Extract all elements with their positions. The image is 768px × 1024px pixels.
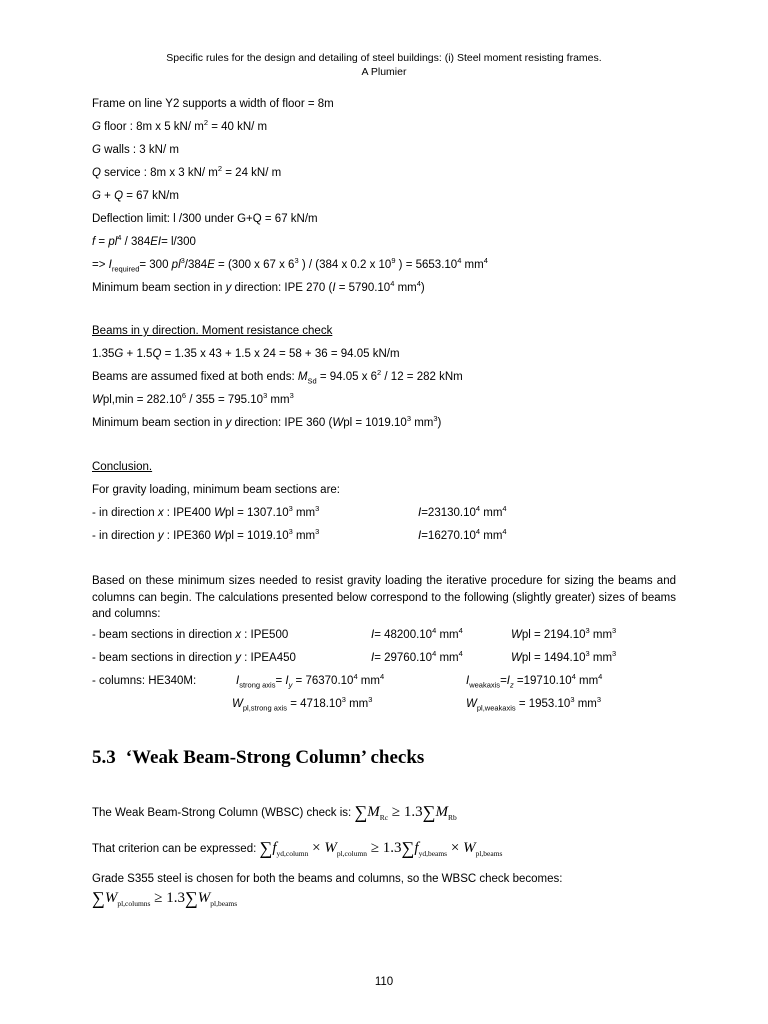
header-title: Specific rules for the design and detailing of steel buildings: (i) Steel moment resisting frames.	[166, 52, 602, 64]
conclusion-title: Conclusion.	[92, 461, 153, 473]
fixed-ends-line: Beams are assumed fixed at both ends: $M_{Sd} = 94.05$ x $6^2 / 12 = 282$ kNm	[92, 368, 463, 386]
min-x-inertia: $I=23130.10^4$ $mm^4$	[418, 504, 507, 519]
deflection-line: Deflection limit: l /300 under G+Q = 67 kN/m	[92, 213, 318, 225]
beam-y-inertia: $I= 29760.10^4$ $mm^4$	[371, 649, 463, 664]
g-walls-line: G walls : 3 kN/ m	[92, 144, 179, 156]
wbsc-formula: $\sum M_{Rc} \ge 1.3\sum M_{Rb}$	[354, 802, 457, 822]
wbsc-expanded-formula: $\sum f_{yd,column} \times W_{pl,column} \ge 1.3\sum f_{yd,beams} \times W_{pl,beams}$	[259, 838, 503, 858]
conclusion-intro: For gravity loading, minimum beam sections are:	[92, 484, 340, 496]
column-weak-modulus: $W_{pl,weakaxis} = 1953.10^3$ $mm^3$	[466, 695, 602, 713]
load-combination-line: 1.35G + 1.5Q = 1.35 x 43 + 1.5 x 24 = 58 + 36 = 94.05 kN/m	[92, 348, 400, 360]
wbsc-check-line: The Weak Beam-Strong Column (WBSC) check is: $\sum M_{Rc} \ge 1.3\sum M_{Rb}$	[92, 802, 457, 822]
min-beam-ipe360: Minimum beam section in y direction: IPE 360 ($Wpl = 1019.10^3$ $mm^3$)	[92, 414, 442, 429]
section-title: ‘Weak Beam-Strong Column’ checks	[125, 747, 425, 768]
min-y-inertia: $I=16270.10^4$ $mm^4$	[418, 527, 507, 542]
column-strong-modulus: $W_{pl,strong axis} = 4718.10^3$ $mm^3$	[232, 695, 373, 713]
wbsc-final-formula: $\sum W_{pl,columns} \ge 1.3\sum W_{pl,beams}$	[92, 888, 238, 908]
beam-x-label: - beam sections in direction x : IPE500	[92, 629, 289, 641]
beam-y-modulus: Wpl = $1494.10^3$ $mm^3$	[511, 649, 617, 664]
i-required-line: => $I_{required}= 300$ $pl^3/384E = (300$ x 67 x $6^3$ ) / (384 x 0.2 x $10^9$ ) = $5653.10^4$ $mm^4$	[92, 256, 488, 274]
header-author: A Plumier	[361, 66, 407, 78]
section-number: 5.3	[92, 747, 116, 768]
wpl-min-line: $Wpl,\min = 282.10^6 / 355 = 795.10^3$ $mm^3$	[92, 391, 294, 406]
page-number: 110	[374, 976, 394, 988]
beam-x-modulus: Wpl = $2194.10^3$ $mm^3$	[511, 626, 617, 641]
moment-check-title: Beams in y direction. Moment resistance check	[92, 325, 333, 337]
min-x-label: - in direction x : IPE400 Wpl = $1307.10^3$ $mm^3$	[92, 504, 320, 519]
frame-line: Frame on line Y2 supports a width of floor = 8m	[92, 98, 334, 110]
columns-label: - columns: HE340M:	[92, 675, 197, 687]
grade-paragraph: Grade S355 steel is chosen for both the beams and columns, so the WBSC check becomes: $\sum W_{pl,columns} \ge 1.3\sum W_{pl,beams}$	[92, 873, 563, 908]
section-heading	[92, 747, 424, 769]
wbsc-expression-line: That criterion can be expressed: $\sum f_{yd,column} \times W_{pl,column} \ge 1.3\sum f_{yd,beams} \times W_{pl,beams}$	[92, 838, 503, 858]
q-service-line: Q service : 8m x 3 kN/ $m^2 = 24$ kN/ m	[92, 164, 282, 179]
iterative-procedure-paragraph: Based on these minimum sizes needed to resist gravity loading the iterative procedure for sizing the beams and columns can begin. The calculations presented below correspond to the following (slightly greater) sizes of beams and columns:	[92, 575, 676, 620]
beam-x-inertia: $I= 48200.10^4$ $mm^4$	[371, 626, 463, 641]
g-plus-q-line: G + Q = 67 kN/m	[92, 190, 179, 202]
beam-y-label: - beam sections in direction y : IPEA450	[92, 652, 296, 664]
min-y-label: - in direction y : IPE360 Wpl = $1019.10^3$ $mm^3$	[92, 527, 320, 542]
min-beam-ipe270: Minimum beam section in y direction: IPE 270 ($I = 5790.10^4$ $mm^4$)	[92, 279, 425, 294]
column-strong-inertia: $I_{strong axis}= I_y = 76370.10^4$ $mm^4$	[236, 672, 385, 690]
g-floor-line: G floor : 8m x 5 kN/ $m^2 = 40$ kN/ m	[92, 118, 268, 133]
column-weak-inertia: $I_{weakaxis}=I_z =19710.10^4$ $mm^4$	[466, 672, 603, 690]
running-header	[92, 51, 676, 79]
deflection-formula: $f = pl^4 / 384EI= l/300$	[92, 233, 196, 248]
